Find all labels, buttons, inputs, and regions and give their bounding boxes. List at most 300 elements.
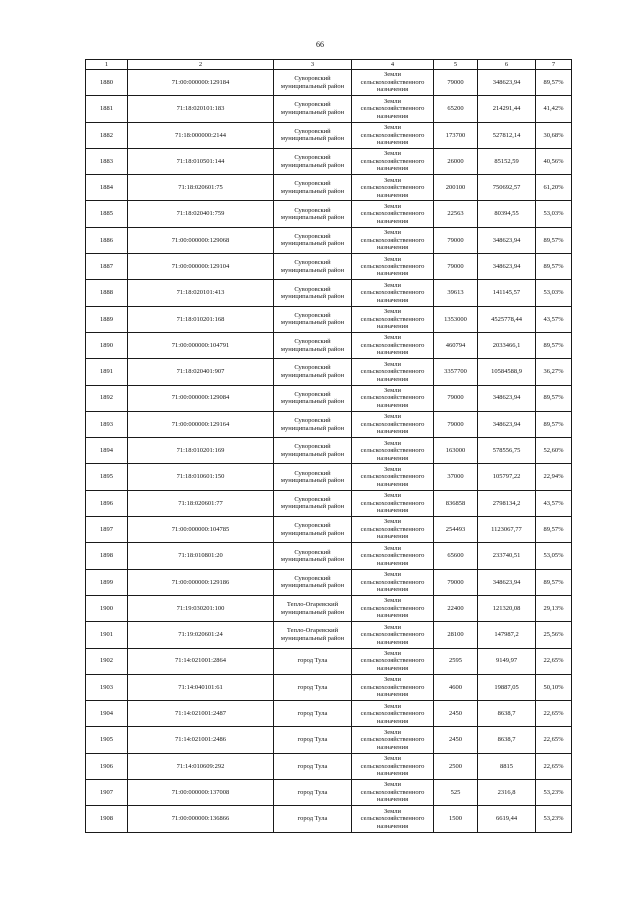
percent-cell: 89,57% — [536, 227, 572, 253]
municipality-cell — [274, 464, 352, 490]
category-line: сельскохозяйственного — [360, 683, 425, 691]
area-cell: 1500 — [434, 806, 478, 832]
region-line: Суворовский — [294, 311, 331, 319]
cadastral-number-cell: 71:00:000000:104785 — [128, 517, 274, 543]
cadastral-number-cell: 71:19:030201:100 — [128, 595, 274, 621]
municipality-cell — [274, 490, 352, 516]
cadastral-number-cell: 71:19:020601:24 — [128, 622, 274, 648]
category-line: Земли — [384, 518, 401, 526]
category-line: сельскохозяйственного — [360, 788, 425, 796]
category-line: Земли — [384, 702, 401, 710]
percent-cell: 50,10% — [536, 674, 572, 700]
region-line: Суворовский — [294, 101, 331, 109]
land-category-cell — [352, 648, 434, 674]
cadastral-value-cell: 19887,05 — [478, 674, 536, 700]
region-line: муниципальный район — [280, 266, 345, 274]
row-number-cell: 1881 — [86, 96, 128, 122]
cadastral-number-cell: 71:18:020101:183 — [128, 96, 274, 122]
region-line: муниципальный район — [280, 345, 345, 353]
cadastral-value-cell: 233740,51 — [478, 543, 536, 569]
row-number-cell: 1901 — [86, 622, 128, 648]
row-number-cell: 1883 — [86, 148, 128, 174]
table-row — [86, 411, 572, 437]
municipality-cell — [274, 753, 352, 779]
area-cell: 79000 — [434, 411, 478, 437]
table-row — [86, 648, 572, 674]
land-category-cell — [352, 70, 434, 96]
percent-cell: 22,94% — [536, 464, 572, 490]
area-cell: 65600 — [434, 543, 478, 569]
category-line: сельскохозяйственного — [360, 578, 425, 586]
area-cell: 79000 — [434, 569, 478, 595]
region-line: муниципальный район — [280, 398, 345, 406]
municipality-cell — [274, 148, 352, 174]
area-cell: 28100 — [434, 622, 478, 648]
region-line: муниципальный район — [280, 82, 345, 90]
region-line: Суворовский — [294, 338, 331, 346]
region-line: Суворовский — [294, 469, 331, 477]
table-row — [86, 490, 572, 516]
region-line: Тепло-Огаревский — [286, 627, 339, 635]
area-cell: 836858 — [434, 490, 478, 516]
region-line: Суворовский — [294, 180, 331, 188]
cadastral-value-cell: 2033466,1 — [478, 332, 536, 358]
region-line: муниципальный район — [280, 108, 345, 116]
region-line: Суворовский — [294, 443, 331, 451]
land-category-cell — [352, 201, 434, 227]
region-line: муниципальный район — [280, 161, 345, 169]
area-cell: 2595 — [434, 648, 478, 674]
table-body — [86, 70, 572, 833]
row-number-cell: 1893 — [86, 411, 128, 437]
region-line: муниципальный район — [280, 582, 345, 590]
land-category-cell — [352, 569, 434, 595]
category-line: сельскохозяйственного — [360, 262, 425, 270]
category-line: Земли — [384, 781, 401, 789]
category-line: Земли — [384, 439, 401, 447]
land-category-cell — [352, 148, 434, 174]
table-row — [86, 280, 572, 306]
percent-cell: 43,57% — [536, 490, 572, 516]
category-line: назначения — [376, 323, 409, 331]
land-category-cell — [352, 490, 434, 516]
category-line: Земли — [384, 728, 401, 736]
land-category-cell — [352, 517, 434, 543]
category-line: Земли — [384, 676, 401, 684]
cadastral-value-cell: 10584588,9 — [478, 359, 536, 385]
table-row — [86, 306, 572, 332]
percent-cell: 89,57% — [536, 411, 572, 437]
category-line: назначения — [376, 638, 409, 646]
municipality-cell — [274, 543, 352, 569]
percent-cell: 22,65% — [536, 701, 572, 727]
area-cell: 525 — [434, 780, 478, 806]
category-line: Земли — [384, 465, 401, 473]
municipality-cell — [274, 227, 352, 253]
category-line: назначения — [376, 270, 409, 278]
area-cell: 254493 — [434, 517, 478, 543]
category-line: назначения — [376, 375, 409, 383]
cadastral-number-cell: 71:18:020601:75 — [128, 175, 274, 201]
category-line: сельскохозяйственного — [360, 499, 425, 507]
table-row — [86, 438, 572, 464]
table-row — [86, 674, 572, 700]
row-number-cell: 1886 — [86, 227, 128, 253]
land-category-cell — [352, 674, 434, 700]
region-line: муниципальный район — [280, 555, 345, 563]
cadastral-value-cell: 578556,75 — [478, 438, 536, 464]
land-category-cell — [352, 753, 434, 779]
row-number-cell: 1897 — [86, 517, 128, 543]
cadastral-value-cell: 80394,55 — [478, 201, 536, 227]
cadastral-value-cell: 348623,94 — [478, 569, 536, 595]
cadastral-number-cell: 71:14:021001:2487 — [128, 701, 274, 727]
category-line: назначения — [376, 428, 409, 436]
category-line: сельскохозяйственного — [360, 552, 425, 560]
land-category-cell — [352, 175, 434, 201]
category-line: сельскохозяйственного — [360, 631, 425, 639]
land-category-cell — [352, 727, 434, 753]
table-row — [86, 332, 572, 358]
row-number-cell: 1888 — [86, 280, 128, 306]
municipality-cell — [274, 701, 352, 727]
cadastral-number-cell: 71:14:010609:292 — [128, 753, 274, 779]
row-number-cell: 1894 — [86, 438, 128, 464]
category-line: Земли — [384, 492, 401, 500]
category-line: назначения — [376, 770, 409, 778]
land-category-cell — [352, 595, 434, 621]
page-number: 66 — [316, 40, 324, 49]
municipality-cell — [274, 201, 352, 227]
table-row — [86, 227, 572, 253]
cadastral-value-cell: 2316,8 — [478, 780, 536, 806]
region-line: Суворовский — [294, 127, 331, 135]
cadastral-value-cell: 8815 — [478, 753, 536, 779]
municipality-cell — [274, 96, 352, 122]
category-line: Земли — [384, 255, 401, 263]
table-row — [86, 385, 572, 411]
area-cell: 79000 — [434, 254, 478, 280]
land-category-cell — [352, 122, 434, 148]
table-row — [86, 148, 572, 174]
municipality-cell — [274, 569, 352, 595]
category-line: назначения — [376, 743, 409, 751]
category-line: сельскохозяйственного — [360, 420, 425, 428]
cadastral-number-cell: 71:00:000000:129184 — [128, 70, 274, 96]
row-number-cell: 1891 — [86, 359, 128, 385]
column-number: 4 — [352, 60, 434, 70]
table-row — [86, 727, 572, 753]
percent-cell: 53,03% — [536, 280, 572, 306]
cadastral-number-cell: 71:14:021001:2486 — [128, 727, 274, 753]
region-line: город Тула — [297, 815, 328, 823]
municipality-cell — [274, 517, 352, 543]
percent-cell: 30,68% — [536, 122, 572, 148]
municipality-cell — [274, 411, 352, 437]
municipality-cell — [274, 359, 352, 385]
category-line: сельскохозяйственного — [360, 815, 425, 823]
percent-cell: 89,57% — [536, 569, 572, 595]
cadastral-number-cell: 71:18:020601:77 — [128, 490, 274, 516]
land-category-cell — [352, 306, 434, 332]
category-line: назначения — [376, 296, 409, 304]
percent-cell: 53,23% — [536, 780, 572, 806]
region-line: город Тула — [297, 657, 328, 665]
region-line: Суворовский — [294, 522, 331, 530]
municipality-cell — [274, 122, 352, 148]
land-category-cell — [352, 543, 434, 569]
land-category-cell — [352, 280, 434, 306]
category-line: сельскохозяйственного — [360, 473, 425, 481]
land-plot-table — [85, 59, 572, 833]
row-number-cell: 1887 — [86, 254, 128, 280]
cadastral-number-cell: 71:00:000000:136866 — [128, 806, 274, 832]
cadastral-value-cell: 141145,57 — [478, 280, 536, 306]
table-row — [86, 780, 572, 806]
category-line: сельскохозяйственного — [360, 184, 425, 192]
cadastral-number-cell: 71:00:000000:129084 — [128, 385, 274, 411]
percent-cell: 22,65% — [536, 648, 572, 674]
category-line: сельскохозяйственного — [360, 368, 425, 376]
column-number-row — [86, 60, 572, 70]
row-number-cell: 1908 — [86, 806, 128, 832]
municipality-cell — [274, 70, 352, 96]
cadastral-value-cell: 2798134,2 — [478, 490, 536, 516]
percent-cell: 22,65% — [536, 727, 572, 753]
region-line: муниципальный район — [280, 450, 345, 458]
region-line: Суворовский — [294, 364, 331, 372]
cadastral-number-cell: 71:18:010801:20 — [128, 543, 274, 569]
category-line: назначения — [376, 401, 409, 409]
region-line: муниципальный район — [280, 424, 345, 432]
cadastral-value-cell: 147987,2 — [478, 622, 536, 648]
category-line: сельскохозяйственного — [360, 394, 425, 402]
category-line: назначения — [376, 112, 409, 120]
table-row — [86, 254, 572, 280]
region-line: муниципальный район — [280, 293, 345, 301]
category-line: Земли — [384, 597, 401, 605]
category-line: Земли — [384, 413, 401, 421]
region-line: город Тула — [297, 762, 328, 770]
area-cell: 37000 — [434, 464, 478, 490]
area-cell: 4600 — [434, 674, 478, 700]
municipality-cell — [274, 280, 352, 306]
area-cell: 79000 — [434, 385, 478, 411]
area-cell: 79000 — [434, 227, 478, 253]
category-line: Земли — [384, 97, 401, 105]
municipality-cell — [274, 674, 352, 700]
row-number-cell: 1882 — [86, 122, 128, 148]
cadastral-value-cell: 750692,57 — [478, 175, 536, 201]
region-line: муниципальный район — [280, 529, 345, 537]
table-row — [86, 701, 572, 727]
cadastral-value-cell: 348623,94 — [478, 70, 536, 96]
category-line: Земли — [384, 807, 401, 815]
row-number-cell: 1890 — [86, 332, 128, 358]
region-line: муниципальный район — [280, 503, 345, 511]
table-row — [86, 175, 572, 201]
table-row — [86, 359, 572, 385]
area-cell: 163000 — [434, 438, 478, 464]
category-line: назначения — [376, 165, 409, 173]
area-cell: 39613 — [434, 280, 478, 306]
column-number: 2 — [128, 60, 274, 70]
cadastral-number-cell: 71:18:020401:907 — [128, 359, 274, 385]
category-line: назначения — [376, 796, 409, 804]
land-category-cell — [352, 438, 434, 464]
category-line: Земли — [384, 334, 401, 342]
column-number: 7 — [536, 60, 572, 70]
table-row — [86, 595, 572, 621]
area-cell: 460794 — [434, 332, 478, 358]
area-cell: 65200 — [434, 96, 478, 122]
row-number-cell: 1903 — [86, 674, 128, 700]
municipality-cell — [274, 385, 352, 411]
cadastral-number-cell: 71:18:010201:169 — [128, 438, 274, 464]
land-category-cell — [352, 464, 434, 490]
row-number-cell: 1896 — [86, 490, 128, 516]
region-line: Суворовский — [294, 75, 331, 83]
cadastral-number-cell: 71:00:000000:129104 — [128, 254, 274, 280]
row-number-cell: 1907 — [86, 780, 128, 806]
table-row — [86, 201, 572, 227]
category-line: сельскохозяйственного — [360, 105, 425, 113]
cadastral-number-cell: 71:00:000000:129164 — [128, 411, 274, 437]
cadastral-number-cell: 71:14:040101:61 — [128, 674, 274, 700]
cadastral-number-cell: 71:18:020101:413 — [128, 280, 274, 306]
percent-cell: 52,60% — [536, 438, 572, 464]
cadastral-value-cell: 6619,44 — [478, 806, 536, 832]
category-line: Земли — [384, 308, 401, 316]
percent-cell: 43,57% — [536, 306, 572, 332]
category-line: назначения — [376, 138, 409, 146]
table-row — [86, 543, 572, 569]
category-line: Земли — [384, 124, 401, 132]
area-cell: 2450 — [434, 701, 478, 727]
cadastral-number-cell: 71:18:020401:759 — [128, 201, 274, 227]
cadastral-value-cell: 121320,08 — [478, 595, 536, 621]
region-line: муниципальный район — [280, 214, 345, 222]
region-line: муниципальный район — [280, 634, 345, 642]
percent-cell: 25,56% — [536, 622, 572, 648]
cadastral-number-cell: 71:18:000000:2144 — [128, 122, 274, 148]
percent-cell: 89,57% — [536, 70, 572, 96]
cadastral-number-cell: 71:00:000000:129068 — [128, 227, 274, 253]
row-number-cell: 1906 — [86, 753, 128, 779]
row-number-cell: 1900 — [86, 595, 128, 621]
percent-cell: 89,57% — [536, 332, 572, 358]
region-line: город Тула — [297, 788, 328, 796]
cadastral-value-cell: 1123067,77 — [478, 517, 536, 543]
municipality-cell — [274, 727, 352, 753]
land-category-cell — [352, 411, 434, 437]
region-line: Суворовский — [294, 390, 331, 398]
row-number-cell: 1880 — [86, 70, 128, 96]
row-number-cell: 1889 — [86, 306, 128, 332]
region-line: муниципальный район — [280, 477, 345, 485]
region-line: Суворовский — [294, 206, 331, 214]
municipality-cell — [274, 175, 352, 201]
category-line: сельскохозяйственного — [360, 315, 425, 323]
category-line: сельскохозяйственного — [360, 341, 425, 349]
municipality-cell — [274, 622, 352, 648]
category-line: сельскохозяйственного — [360, 762, 425, 770]
region-line: Суворовский — [294, 574, 331, 582]
area-cell: 79000 — [434, 70, 478, 96]
row-number-cell: 1884 — [86, 175, 128, 201]
percent-cell: 89,57% — [536, 517, 572, 543]
region-line: Суворовский — [294, 548, 331, 556]
category-line: назначения — [376, 822, 409, 830]
category-line: назначения — [376, 507, 409, 515]
category-line: сельскохозяйственного — [360, 157, 425, 165]
percent-cell: 89,57% — [536, 385, 572, 411]
cadastral-number-cell: 71:00:000000:104791 — [128, 332, 274, 358]
category-line: сельскохозяйственного — [360, 736, 425, 744]
row-number-cell: 1885 — [86, 201, 128, 227]
category-line: назначения — [376, 559, 409, 567]
category-line: назначения — [376, 191, 409, 199]
area-cell: 2450 — [434, 727, 478, 753]
category-line: Земли — [384, 229, 401, 237]
land-category-cell — [352, 227, 434, 253]
cadastral-value-cell: 4525778,44 — [478, 306, 536, 332]
category-line: назначения — [376, 349, 409, 357]
category-line: Земли — [384, 281, 401, 289]
table-row — [86, 122, 572, 148]
land-category-cell — [352, 96, 434, 122]
category-line: сельскохозяйственного — [360, 289, 425, 297]
percent-cell: 53,03% — [536, 201, 572, 227]
region-line: муниципальный район — [280, 319, 345, 327]
category-line: сельскохозяйственного — [360, 657, 425, 665]
municipality-cell — [274, 332, 352, 358]
category-line: сельскохозяйственного — [360, 525, 425, 533]
category-line: сельскохозяйственного — [360, 604, 425, 612]
category-line: назначения — [376, 217, 409, 225]
cadastral-value-cell: 348623,94 — [478, 227, 536, 253]
percent-cell: 22,65% — [536, 753, 572, 779]
municipality-cell — [274, 780, 352, 806]
area-cell: 2500 — [434, 753, 478, 779]
category-line: назначения — [376, 717, 409, 725]
region-line: Суворовский — [294, 259, 331, 267]
area-cell: 22563 — [434, 201, 478, 227]
column-number: 6 — [478, 60, 536, 70]
row-number-cell: 1902 — [86, 648, 128, 674]
category-line: сельскохозяйственного — [360, 236, 425, 244]
municipality-cell — [274, 648, 352, 674]
row-number-cell: 1899 — [86, 569, 128, 595]
category-line: назначения — [376, 586, 409, 594]
municipality-cell — [274, 806, 352, 832]
area-cell: 173700 — [434, 122, 478, 148]
cadastral-value-cell: 348623,94 — [478, 411, 536, 437]
region-line: город Тула — [297, 683, 328, 691]
percent-cell: 36,27% — [536, 359, 572, 385]
column-number: 3 — [274, 60, 352, 70]
column-number: 1 — [86, 60, 128, 70]
category-line: Земли — [384, 360, 401, 368]
row-number-cell: 1904 — [86, 701, 128, 727]
region-line: муниципальный район — [280, 240, 345, 248]
percent-cell: 53,23% — [536, 806, 572, 832]
region-line: муниципальный район — [280, 187, 345, 195]
cadastral-value-cell: 85152,59 — [478, 148, 536, 174]
land-category-cell — [352, 359, 434, 385]
cadastral-number-cell: 71:18:010601:150 — [128, 464, 274, 490]
category-line: назначения — [376, 480, 409, 488]
